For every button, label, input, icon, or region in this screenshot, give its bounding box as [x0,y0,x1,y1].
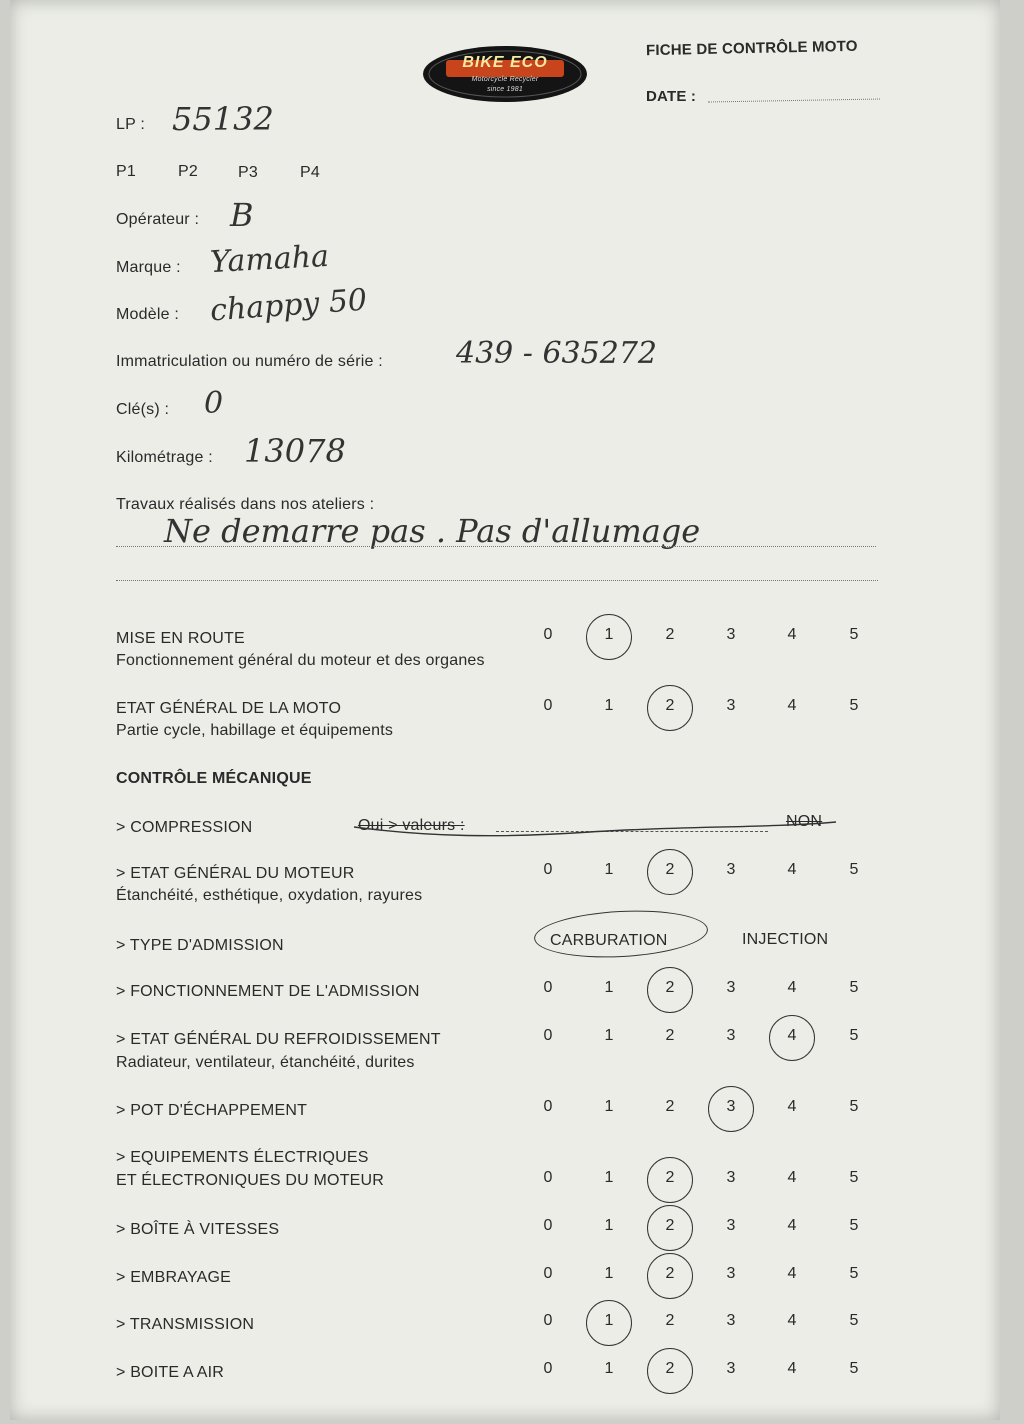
bike-eco-logo [420,44,590,104]
rating-option-3[interactable]: 3 [726,1169,736,1186]
selected-rating-circle [586,1300,632,1346]
cooling-title: > ETAT GÉNÉRAL DU REFROIDISSEMENT [116,1031,441,1048]
rating-scale-startup [10,626,1000,652]
logo-subtitle: Motorcycle Recycler [471,76,539,83]
rating-option-1[interactable]: 1 [604,979,614,996]
keys-value: 0 [204,386,224,421]
position-p2: P2 [178,163,198,180]
selected-rating-circle [708,1086,754,1132]
rating-option-5[interactable]: 5 [849,861,859,878]
intake-type-label: > TYPE D'ADMISSION [116,937,284,954]
rating-scale-airbox [10,1360,1000,1386]
intake-option-carburation[interactable]: CARBURATION [550,932,668,949]
keys-label: Clé(s) : [116,401,170,418]
selected-rating-circle [647,1205,693,1251]
rating-scale-transmission [10,1312,1000,1338]
clutch-label: > EMBRAYAGE [116,1269,231,1286]
electrical-subtitle: ET ÉLECTRONIQUES DU MOTEUR [116,1172,385,1189]
logo-text: BIKE ECO [462,54,548,71]
selected-rating-circle [647,685,693,731]
rating-option-4[interactable]: 4 [787,979,797,996]
rating-option-1[interactable]: 1 [604,1312,614,1329]
rating-option-5[interactable]: 5 [849,697,859,714]
model-label: Modèle : [116,306,179,323]
mileage-label: Kilométrage : [116,449,213,466]
operator-label: Opérateur : [116,211,200,228]
compression-yes-text: Oui > valeurs : [358,817,465,834]
rating-option-3[interactable]: 3 [726,1217,736,1234]
cooling-subtitle: Radiateur, ventilateur, étanchéité, durites [116,1054,415,1071]
rating-option-2[interactable]: 2 [665,1027,675,1044]
exhaust-label: > POT D'ÉCHAPPEMENT [116,1102,308,1119]
works-line-2 [116,580,878,581]
rating-option-0[interactable]: 0 [543,861,553,878]
electrical-title: > EQUIPEMENTS ÉLECTRIQUES [116,1149,369,1166]
position-p4: P4 [300,164,320,181]
selected-rating-circle [769,1015,815,1061]
brand-value: Yamaha [209,238,330,281]
rating-option-3[interactable]: 3 [726,1360,736,1377]
rating-option-0[interactable]: 0 [543,697,553,714]
rating-option-3[interactable]: 3 [726,1265,736,1282]
selected-rating-circle [647,849,693,895]
rating-option-2[interactable]: 2 [665,1098,675,1115]
engine-subtitle: Étanchéité, esthétique, oxydation, rayures [116,887,423,904]
lp-value: 55132 [172,100,274,138]
rating-option-1[interactable]: 1 [604,1098,614,1115]
rating-option-2[interactable]: 2 [665,697,675,714]
rating-option-5[interactable]: 5 [849,979,859,996]
rating-option-1[interactable]: 1 [604,1217,614,1234]
rating-option-4[interactable]: 4 [787,1027,797,1044]
rating-option-0[interactable]: 0 [543,626,553,643]
intake-function-label: > FONCTIONNEMENT DE L'ADMISSION [116,983,420,1000]
selected-rating-circle [586,614,632,660]
rating-option-2[interactable]: 2 [665,1265,675,1282]
rating-option-1[interactable]: 1 [604,861,614,878]
rating-option-3[interactable]: 3 [726,1027,736,1044]
engine-title: > ETAT GÉNÉRAL DU MOTEUR [116,865,355,882]
rating-option-0[interactable]: 0 [543,1312,553,1329]
rating-scale-clutch [10,1265,1000,1291]
rating-option-5[interactable]: 5 [849,626,859,643]
rating-option-4[interactable]: 4 [787,626,797,643]
rating-option-4[interactable]: 4 [787,1312,797,1329]
works-value: Ne demarre pas . Pas d'allumage [164,512,701,550]
rating-option-2[interactable]: 2 [665,1169,675,1186]
mechanical-section-title: CONTRÔLE MÉCANIQUE [116,770,312,787]
rating-option-2[interactable]: 2 [665,1312,675,1329]
model-value: chappy 50 [208,282,369,329]
compression-strike-stroke [350,812,840,842]
rating-option-1[interactable]: 1 [604,1360,614,1377]
registration-value: 439 - 635272 [456,336,657,371]
rating-option-1[interactable]: 1 [604,1169,614,1186]
position-p3: P3 [238,164,258,181]
rating-option-4[interactable]: 4 [787,1217,797,1234]
rating-option-0[interactable]: 0 [543,979,553,996]
rating-scale-engine [10,861,1000,887]
rating-option-4[interactable]: 4 [787,697,797,714]
rating-option-4[interactable]: 4 [787,1265,797,1282]
registration-label: Immatriculation ou numéro de série : [116,353,383,370]
mileage-value: 13078 [244,432,346,470]
rating-option-2[interactable]: 2 [665,1217,675,1234]
form-sheet [10,0,1000,1420]
gearbox-label: > BOÎTE À VITESSES [116,1221,280,1238]
rating-option-4[interactable]: 4 [787,1098,797,1115]
position-p1: P1 [116,163,136,180]
rating-option-2[interactable]: 2 [665,626,675,643]
rating-scale-bike-condition [10,697,1000,723]
bike-condition-subtitle: Partie cycle, habillage et équipements [116,722,394,739]
rating-option-2[interactable]: 2 [665,861,675,878]
rating-scale-intake-function [10,979,1000,1005]
rating-option-3[interactable]: 3 [726,626,736,643]
intake-option-injection[interactable]: INJECTION [742,931,829,948]
rating-option-5[interactable]: 5 [849,1312,859,1329]
works-label: Travaux réalisés dans nos ateliers : [116,496,375,513]
rating-option-0[interactable]: 0 [543,1098,553,1115]
works-line-1 [116,546,876,547]
rating-option-3[interactable]: 3 [726,861,736,878]
selected-rating-circle [647,1348,693,1394]
brand-label: Marque : [116,259,181,276]
rating-option-1[interactable]: 1 [604,626,614,643]
rating-option-4[interactable]: 4 [787,1360,797,1377]
rating-option-3[interactable]: 3 [726,1098,736,1115]
carburation-circle-mark [533,906,709,961]
rating-option-0[interactable]: 0 [543,1265,553,1282]
transmission-label: > TRANSMISSION [116,1316,255,1333]
date-line [708,98,880,102]
rating-option-3[interactable]: 3 [726,979,736,996]
rating-scale-cooling [10,1027,1000,1053]
rating-scale-exhaust [10,1098,1000,1124]
rating-option-3[interactable]: 3 [726,697,736,714]
rating-option-3[interactable]: 3 [726,1312,736,1329]
rating-option-2[interactable]: 2 [665,1360,675,1377]
startup-title: MISE EN ROUTE [116,630,245,647]
rating-scale-gearbox [10,1217,1000,1243]
rating-option-1[interactable]: 1 [604,1265,614,1282]
compression-no-text: NON [786,813,823,830]
rating-option-5[interactable]: 5 [849,1360,859,1377]
rating-option-4[interactable]: 4 [787,1169,797,1186]
rating-option-4[interactable]: 4 [787,861,797,878]
compression-label: > COMPRESSION [116,819,253,836]
rating-option-5[interactable]: 5 [849,1169,859,1186]
selected-rating-circle [647,967,693,1013]
rating-option-0[interactable]: 0 [543,1217,553,1234]
rating-option-1[interactable]: 1 [604,697,614,714]
rating-option-2[interactable]: 2 [665,979,675,996]
operator-value: B [230,196,254,234]
selected-rating-circle [647,1157,693,1203]
rating-option-0[interactable]: 0 [543,1360,553,1377]
rating-option-5[interactable]: 5 [849,1265,859,1282]
startup-subtitle: Fonctionnement général du moteur et des organes [116,652,485,669]
form-title: FICHE DE CONTRÔLE MOTO [645,37,858,60]
rating-option-1[interactable]: 1 [604,1027,614,1044]
date-label: DATE : [646,88,697,105]
rating-option-5[interactable]: 5 [849,1098,859,1115]
rating-option-5[interactable]: 5 [849,1217,859,1234]
rating-option-0[interactable]: 0 [543,1027,553,1044]
logo-since: since 1981 [487,86,523,93]
bike-condition-title: ETAT GÉNÉRAL DE LA MOTO [116,700,342,717]
rating-scale-electrical [10,1169,1000,1195]
selected-rating-circle [647,1253,693,1299]
rating-option-0[interactable]: 0 [543,1169,553,1186]
airbox-label: > BOITE A AIR [116,1364,224,1381]
lp-label: LP : [116,116,145,133]
rating-option-5[interactable]: 5 [849,1027,859,1044]
